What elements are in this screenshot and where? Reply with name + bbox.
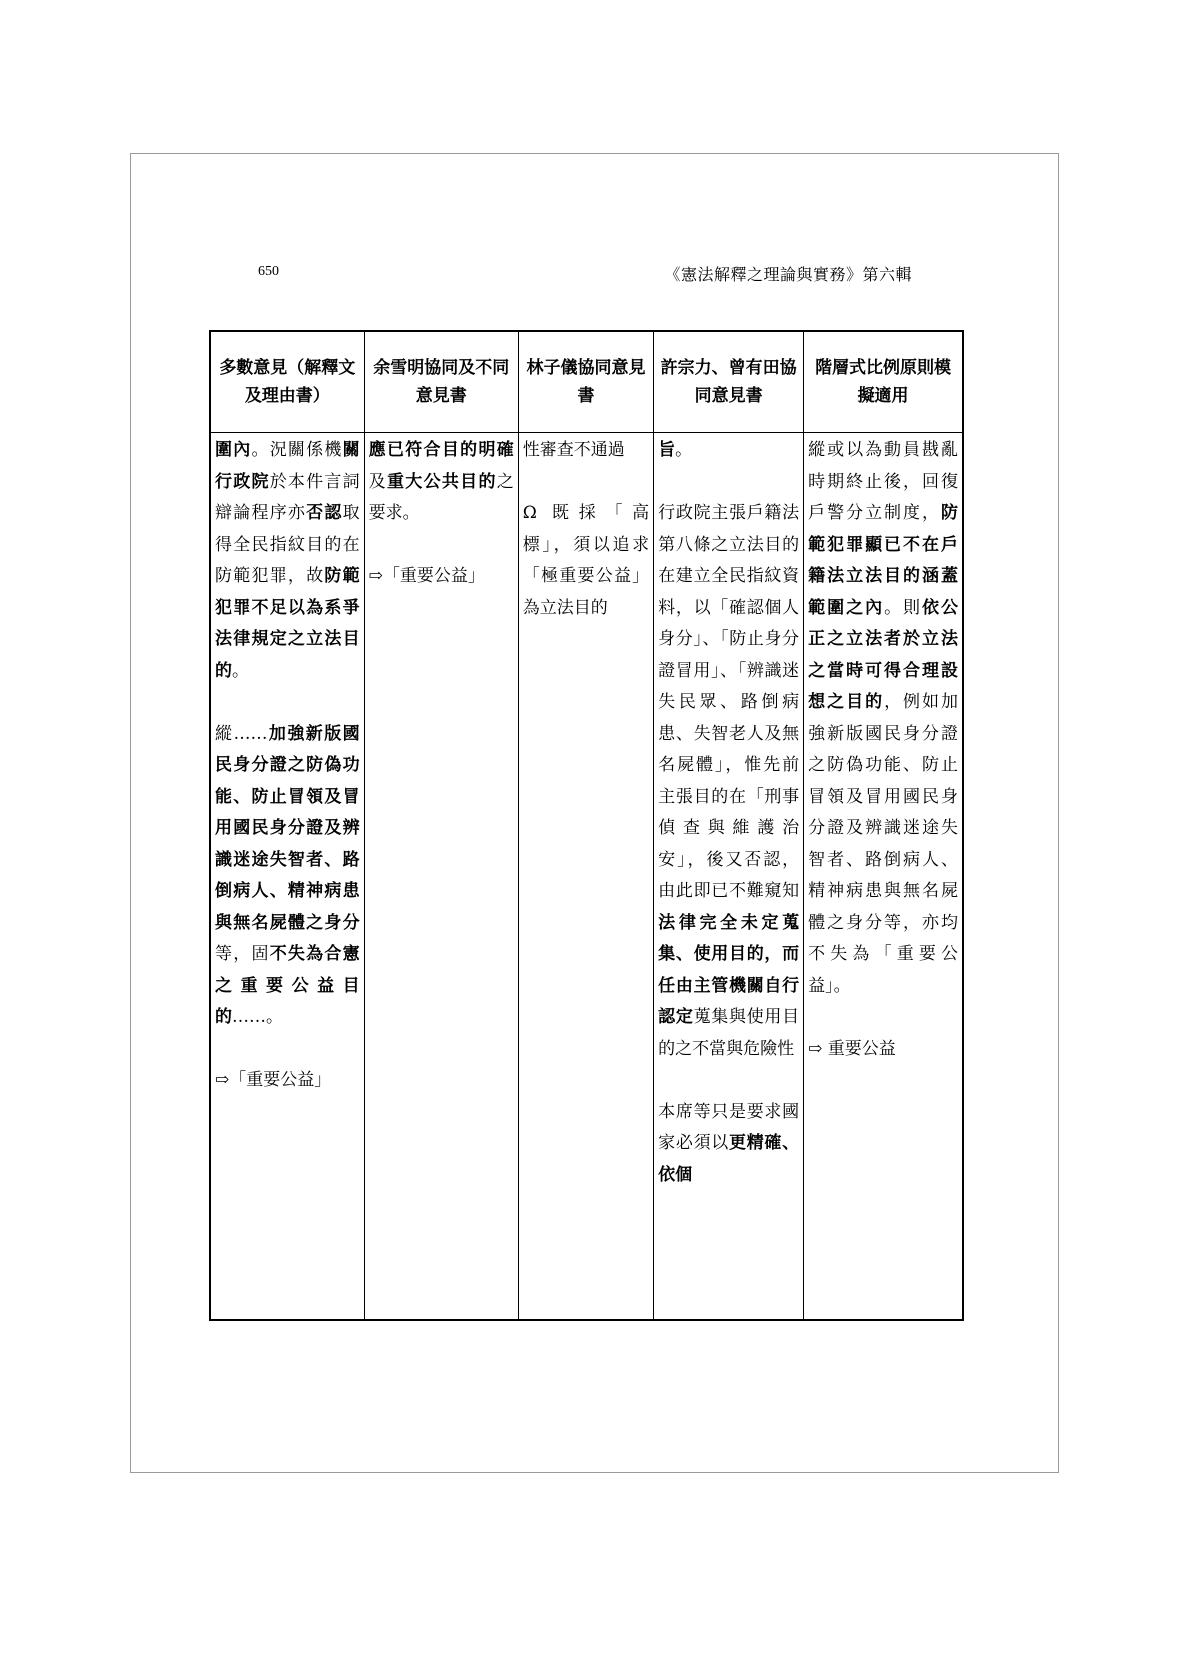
cell-majority-opinion xyxy=(210,433,364,1321)
body-text: 。則 xyxy=(884,597,923,618)
header-proportionality-application: 階層式比例原則模擬適用 xyxy=(804,331,963,433)
body-text: ……。 xyxy=(232,1007,283,1027)
running-title: 《憲法解釋之理論與實務》第六輯 xyxy=(664,265,912,284)
body-text: ⇨「重要公益」 xyxy=(368,566,485,586)
emphasized-text: 防範犯罪顯已不在戶籍法立法目的涵蓋範圍之內 xyxy=(808,503,958,618)
cell-yu-opinion xyxy=(364,433,518,1321)
emphasized-text: 圍內 xyxy=(215,440,252,460)
cell-paragraph xyxy=(215,1065,360,1097)
header-lin-opinion: 林子儀協同意見書 xyxy=(518,331,653,433)
emphasized-text: 防範犯罪不足以為系爭法律規定之立法目的 xyxy=(215,566,360,681)
paragraph-gap xyxy=(658,467,799,499)
table-header-row xyxy=(210,331,963,433)
body-text: 於本件言詞辯論程序亦 xyxy=(215,471,360,523)
body-text: 縱…… xyxy=(215,723,268,744)
emphasized-text: 加強新版國民身分證之防偽功能、防止冒領及冒用國民身分證及辨識迷途失智者、路倒病人、精神病患與無名屍體之身分 xyxy=(215,723,360,933)
body-text: 縱或以為動員戡亂時期終止後，回復戶警分立制度， xyxy=(808,440,958,523)
paragraph-gap xyxy=(808,1002,958,1034)
cell-paragraph xyxy=(369,435,514,530)
body-text: 性審查不通過 xyxy=(522,440,625,460)
cell-paragraph xyxy=(523,498,649,624)
cell-paragraph xyxy=(523,435,649,467)
cell-lin-opinion xyxy=(518,433,653,1321)
emphasized-text: 應已符合目的明確 xyxy=(368,440,514,460)
cell-paragraph xyxy=(658,435,799,467)
emphasized-text: 旨 xyxy=(658,440,676,460)
header-yu-opinion: 余雪明協同及不同意見書 xyxy=(364,331,518,433)
emphasized-text: 法律完全未定蒐集、使用目的，而任由主管機關自行認定 xyxy=(658,912,800,1027)
paragraph-gap xyxy=(523,467,649,499)
header-majority-opinion: 多數意見（解釋文及理由書） xyxy=(210,331,364,433)
body-text: 。況關係機 xyxy=(251,440,343,460)
emphasized-text: 否認 xyxy=(306,503,343,523)
body-text: 。 xyxy=(675,440,693,460)
cell-hsu-tseng-opinion xyxy=(654,433,804,1321)
body-text: ⇨「重要公益」 xyxy=(215,1070,332,1090)
body-text: ，例如加強新版國民身分證之防偽功能、防止冒領及冒用國民身分證及辨識迷途失智者、路倒病人、精神病患與無名屍體之身分等，亦均不失為「重要公益」。 xyxy=(808,692,959,996)
body-text: 等，固 xyxy=(215,944,270,964)
cell-paragraph xyxy=(215,719,360,1034)
emphasized-text: 不失為合憲之重要公益目的 xyxy=(215,944,360,1027)
emphasized-text: 依公正之立法者於立法之當時可得合理設想之目的 xyxy=(808,597,959,712)
paragraph-gap xyxy=(215,687,360,719)
opinions-comparison-table xyxy=(209,330,964,1321)
body-text: 行政院主張戶籍法第八條之立法目的在建立全民指紋資料，以「確認個人身分」、「防止身分證冒用」、「辨識迷失民眾、路倒病患、失智老人及無名屍體」，惟先前主張目的在「刑事偵查與維護治安」，後又否認，由此即已不難窺知 xyxy=(658,503,800,901)
table-row xyxy=(210,433,963,1321)
body-text: 及 xyxy=(368,471,387,492)
paragraph-gap xyxy=(215,1034,360,1066)
body-text: Ω 既採「高標」，須以追求「極重要公益」為立法目的 xyxy=(522,503,650,618)
body-text: 。 xyxy=(232,660,249,681)
header-hsu-tseng-opinion: 許宗力、曾有田協同意見書 xyxy=(654,331,804,433)
paragraph-gap xyxy=(369,530,514,562)
emphasized-text: 關行政院 xyxy=(215,440,360,492)
emphasized-text: 更精確、依個 xyxy=(658,1133,800,1185)
cell-paragraph xyxy=(808,435,958,1002)
body-text: 蒐集與使用目的之不當與危險性 xyxy=(658,1007,800,1059)
paragraph-gap xyxy=(658,1065,799,1097)
body-text: 之要求。 xyxy=(368,471,514,523)
cell-paragraph xyxy=(808,1034,958,1066)
page-number: 650 xyxy=(258,264,279,279)
cell-paragraph xyxy=(369,561,514,593)
cell-paragraph xyxy=(215,435,360,687)
body-text: ⇨ 重要公益 xyxy=(808,1038,896,1059)
cell-paragraph xyxy=(658,498,799,1065)
body-text: 取得全民指紋目的在防範犯罪，故 xyxy=(215,503,360,586)
emphasized-text: 重大公共目的 xyxy=(386,471,497,492)
cell-paragraph xyxy=(658,1097,799,1192)
body-text: 本席等只是要求國家必須以 xyxy=(658,1101,800,1153)
cell-proportionality-application xyxy=(804,433,963,1321)
